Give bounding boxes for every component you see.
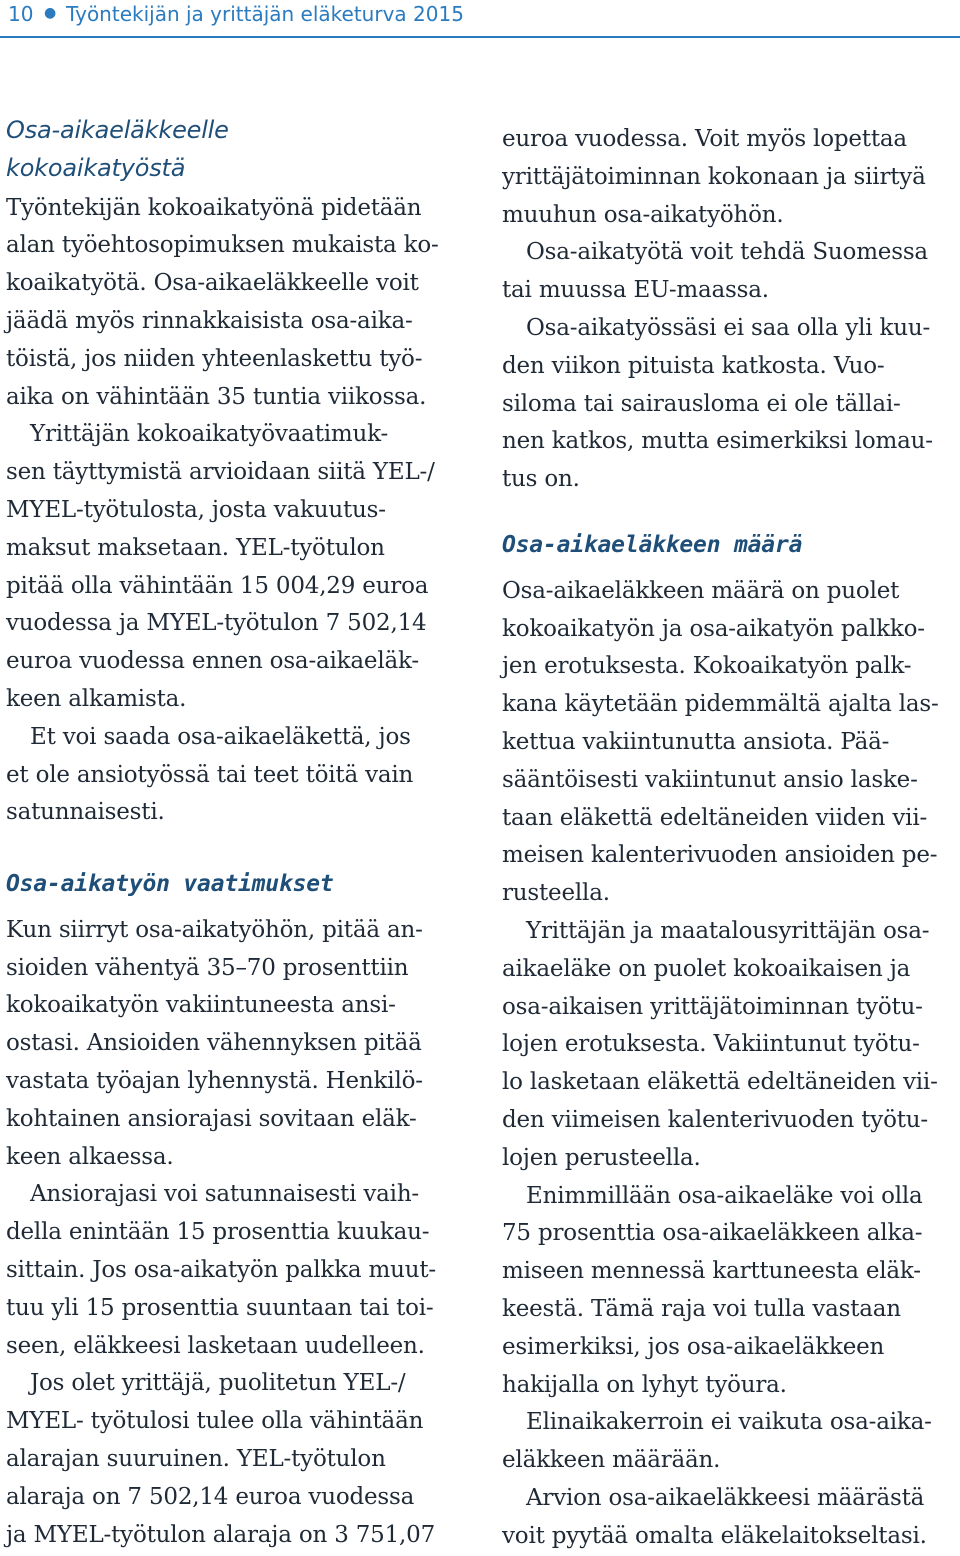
paragraph: Elinaikakerroin ei vaikuta osa-aika- eläkkeen määrään.	[502, 1409, 932, 1474]
paragraph: Ansiorajasi voi satunnaisesti vaih- della enintään 15 prosenttia kuukau- sittain. Jos osa-aikatyön palkka muut- tuu yli 15 prosenttia suuntaan tai toi- seen, eläkkeesi lasketaan uudelleen.	[6, 1181, 436, 1359]
paragraph: Kun siirryt osa-aikatyöhön, pitää an- sioiden vähentyä 35–70 prosenttiin kokoaikatyön vakiintuneesta ansi- ostasi. Ansioiden vähennyksen pitää vastata työajan lyhennystä. Henkilö- kohtainen ansiorajasi sovitaan eläk- keen alkaessa.	[6, 916, 423, 1170]
paragraph: Yrittäjän ja maatalousyrittäjän osa- aikaeläke on puolet kokoaikaisen ja osa-aikaisen yrittäjätoiminnan työtu- lojen erotuksesta. Vakiintunut työtu- lo lasketaan eläkettä edeltäneiden vii- den viimeisen kalenterivuoden työtu- lojen perusteella.	[502, 917, 938, 1171]
header-rule	[0, 36, 960, 38]
paragraph: Työntekijän kokoaikatyönä pidetään alan työehtosopimuksen mukaista ko- koaikatyötä. Osa-aikaeläkkeelle voit jäädä myös rinnakkaisista osa-aika- töistä, jos niiden yhteenlaskettu työ- aika on vähintään 35 tuntia viikossa.	[6, 194, 439, 410]
left-column	[6, 112, 456, 832]
paragraph: Enimmillään osa-aikaeläke voi olla 75 prosenttia osa-aikaeläkkeen alka- miseen mennessä karttuneesta eläk- keestä. Tämä raja voi tulla vastaan esimerkiksi, jos osa-aikaeläkkeen hakijalla on lyhyt työura.	[502, 1182, 923, 1398]
right-column	[502, 121, 952, 499]
section-heading-3: Osa-aikaeläkkeen määrä	[502, 532, 803, 558]
paragraph: Jos olet yrittäjä, puolitetun YEL-/ MYEL- työtulosi tulee olla vähintään alarajan suuruinen. YEL-työtulon alaraja on 7 502,14 euroa vuodessa ja MYEL-työtulon alaraja on 3 751,07	[6, 1370, 436, 1548]
section-heading-1	[6, 112, 456, 188]
bullet-icon: ●	[44, 5, 57, 21]
right-column-part-2	[502, 527, 952, 1556]
page-number: 10	[8, 2, 34, 26]
paragraph: Yrittäjän kokoaikatyövaatimuk- sen täyttymistä arvioidaan siitä YEL-/ MYEL-työtulosta, josta vakuutus- maksut maksetaan. YEL-työtulon pitää olla vähintään 15 004,29 euroa vuodessa ja MYEL-työtulon 7 502,14 euroa vuodessa ennen osa-aikaeläk- keen alkamista.	[6, 421, 435, 712]
paragraph: Et voi saada osa-aikaeläkettä, jos et ole ansiotyössä tai teet töitä vain satunnaisesti.	[6, 723, 414, 826]
paragraph: Osa-aikatyötä voit tehdä Suomessa tai muussa EU-maassa.	[502, 239, 928, 304]
section-heading-1-line-2: kokoaikatyöstä	[6, 153, 186, 182]
section-heading-1-line-1: Osa-aikaeläkkeelle	[6, 116, 229, 144]
paragraph: Osa-aikaeläkkeen määrä on puolet kokoaikatyön ja osa-aikatyön palkko- jen erotuksesta. Kokoaikatyön palk- kana käytetään pidemmältä ajalta las- kettua vakiintunutta ansiota. Pää- sääntöisesti vakiintunut ansio laske- taan eläkettä edeltäneiden viiden vii- meisen kalenterivuoden ansioiden pe- rusteella.	[502, 577, 939, 907]
paragraph: Arvion osa-aikaeläkkeesi määrästä voit pyytää omalta eläkelaitokseltasi.	[502, 1484, 927, 1549]
publication-title: Työntekijän ja yrittäjän eläketurva 2015	[66, 2, 464, 26]
section-heading-2: Osa-aikatyön vaatimukset	[6, 871, 334, 897]
paragraph: Osa-aikatyössäsi ei saa olla yli kuu- den viikon pituista katkosta. Vuo- siloma tai sairausloma ei ole tällai- nen katkos, mutta esimerkiksi lomau- tus on.	[502, 314, 933, 493]
paragraph: euroa vuodessa. Voit myös lopettaa yrittäjätoiminnan kokonaan ja siirtyä muuhun osa-aikatyöhön.	[502, 126, 926, 228]
running-header	[0, 0, 960, 36]
left-column-part-2	[6, 866, 456, 1554]
